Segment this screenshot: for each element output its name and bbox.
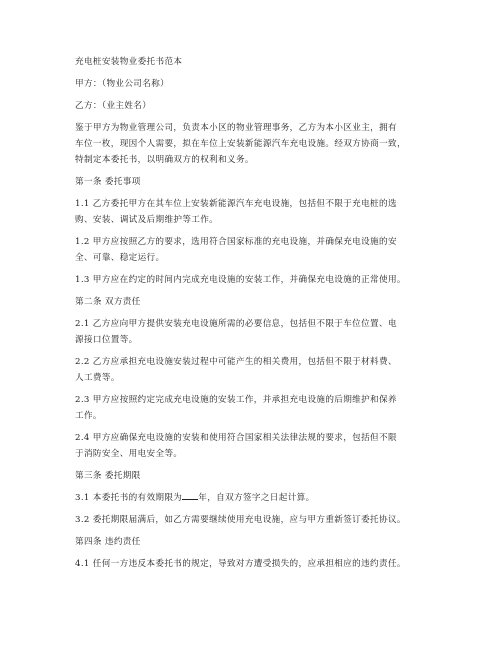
- clause-2-4: [75, 430, 469, 462]
- clause-3-2: 3.2 委托期限届满后，如乙方需要继续使用充电设施，应与甲方重新签订委托协议。: [75, 515, 406, 525]
- party-a-line: 甲方：（物业公司名称）: [75, 79, 170, 89]
- clause-line: 源接口位置等。: [75, 335, 138, 345]
- document-page: [75, 54, 469, 572]
- intro-line: 车位一枚，现因个人需要，拟在车位上安装新能源汽车充电设施。经双方协商一致，: [75, 139, 406, 149]
- clause-line: 于消防安全、用电安全等。: [75, 449, 183, 459]
- intro-line: 特制定本委托书，以明确双方的权利和义务。: [75, 155, 254, 165]
- clause-text: 年，自双方签字之日起计算。: [198, 493, 315, 503]
- clause-1-1: [75, 196, 469, 228]
- clause-line: 工作。: [75, 411, 102, 421]
- clause-2-1: [75, 316, 469, 348]
- article-3-heading: 第三条 委托期限: [75, 471, 141, 481]
- clause-line: 2.1 乙方应向甲方提供安装充电设施所需的必要信息，包括但不限于车位位置、电: [75, 319, 397, 329]
- clause-line: 1.2 甲方应按照乙方的要求，选用符合国家标准的充电设施，并确保充电设施的安: [75, 237, 397, 247]
- clause-2-2: [75, 354, 469, 386]
- clause-line: 购、安装、调试及后期维护等工作。: [75, 215, 219, 225]
- clause-line: 2.2 乙方应承担充电设施安装过程中可能产生的相关费用，包括但不限于材料费、: [75, 357, 397, 367]
- party-b-line: 乙方：（业主姓名）: [75, 101, 152, 111]
- document-title: 充电桩安装物业委托书范本: [75, 57, 183, 67]
- term-blank: [182, 490, 198, 500]
- intro-paragraph: [75, 120, 469, 168]
- clause-2-3: [75, 392, 469, 424]
- article-4-heading: 第四条 违约责任: [75, 537, 141, 547]
- clause-line: 2.4 甲方应确保充电设施的安装和使用符合国家相关法律法规的要求，包括但不限: [75, 433, 397, 443]
- article-2-heading: 第二条 双方责任: [75, 297, 141, 307]
- clause-line: 2.3 甲方应按照约定完成充电设施的安装工作，并承担充电设施的后期维护和保养: [75, 395, 397, 405]
- clause-1-2: [75, 234, 469, 266]
- clause-3-1: [75, 490, 469, 506]
- clause-text: 3.1 本委托书的有效期限为: [75, 493, 183, 503]
- clause-line: 全、可靠、稳定运行。: [75, 253, 165, 263]
- clause-1-3: 1.3 甲方应在约定的时间内完成充电设施的安装工作，并确保充电设施的正常使用。: [75, 275, 406, 285]
- intro-line: 鉴于甲方为物业管理公司，负责本小区的物业管理事务，乙方为本小区业主，拥有: [75, 123, 397, 133]
- clause-line: 1.1 乙方委托甲方在其车位上安装新能源汽车充电设施，包括但不限于充电桩的选: [75, 199, 397, 209]
- clause-4-1: 4.1 任何一方违反本委托书的规定，导致对方遭受损失的，应承担相应的违约责任。: [75, 559, 406, 569]
- clause-line: 人工费等。: [75, 373, 120, 383]
- article-1-heading: 第一条 委托事项: [75, 177, 141, 187]
